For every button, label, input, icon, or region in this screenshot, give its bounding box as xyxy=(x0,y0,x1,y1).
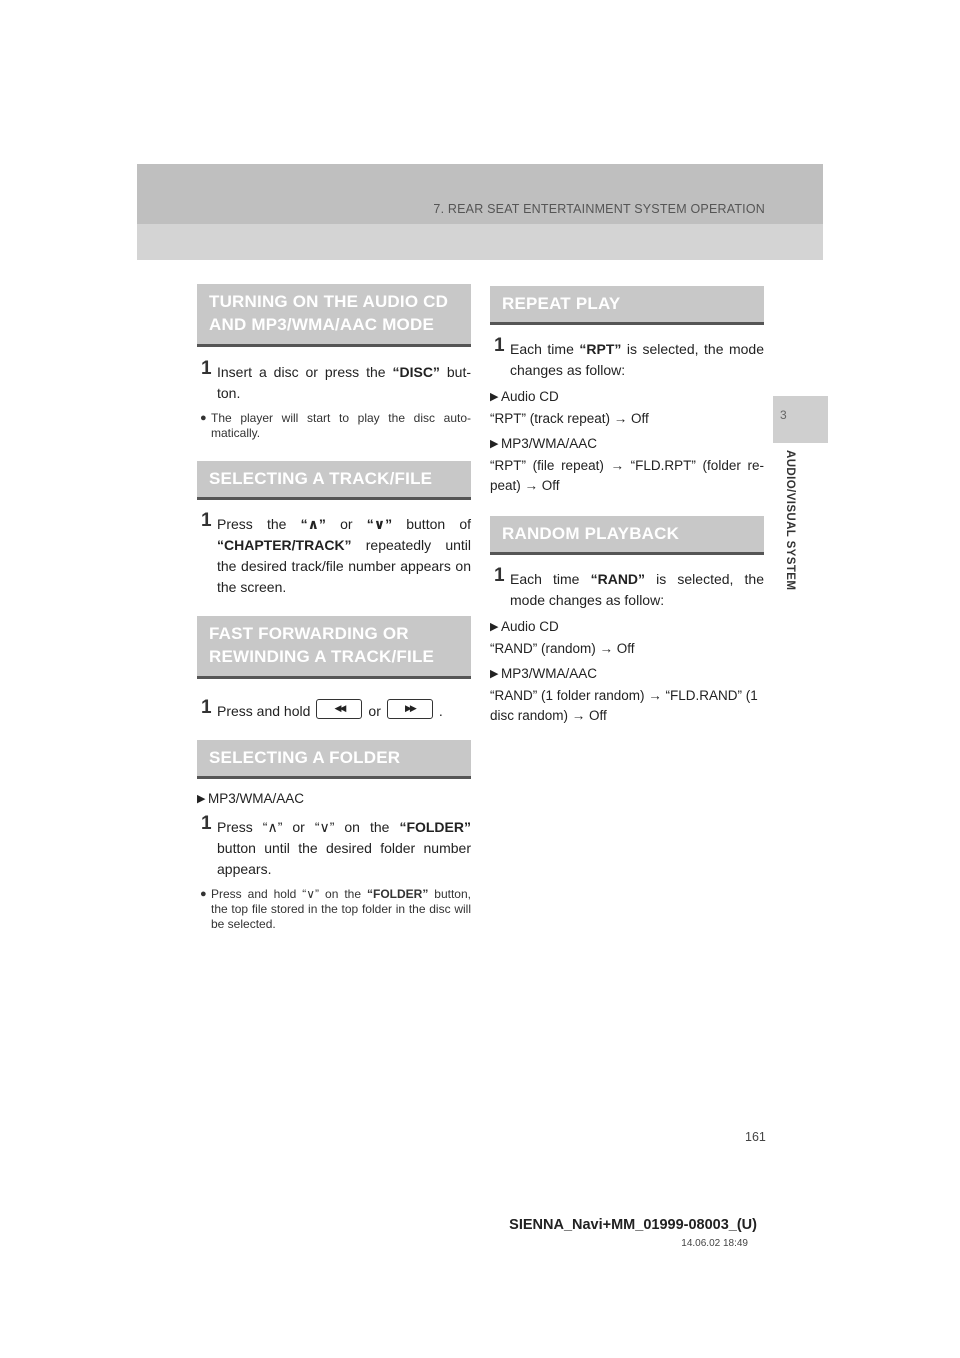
button-name: “CHAPTER/TRACK” xyxy=(217,537,352,553)
heading-line: SELECTING A TRACK/FILE xyxy=(209,469,433,488)
button-name: “∧” xyxy=(300,516,326,532)
sub-text: Audio CD xyxy=(501,389,559,404)
heading-line: REPEAT PLAY xyxy=(502,294,621,313)
rewind-icon: ◀◀ xyxy=(334,703,345,714)
button-name: “RAND” xyxy=(590,571,646,587)
sub-text: MP3/WMA/AAC xyxy=(501,666,598,681)
heading-line: TURNING ON THE AUDIO CD xyxy=(209,292,449,311)
heading-line: RANDOM PLAYBACK xyxy=(502,524,680,543)
triangle-bullet-icon: ▶ xyxy=(490,621,499,633)
section-heading-repeat-play xyxy=(490,286,764,325)
step-text: Each time xyxy=(510,341,580,357)
step-text: is selected, the mode changes as follow: xyxy=(510,341,765,378)
sub-text: MP3/WMA/AAC xyxy=(501,436,598,451)
step-number: 1 xyxy=(201,510,212,531)
note-folder-hold xyxy=(197,887,471,932)
triangle-bullet-icon: ▶ xyxy=(490,668,499,680)
random-audio-cd-sequence: “RAND” (random) → Off xyxy=(490,641,635,656)
section-heading-turning-on xyxy=(197,284,471,347)
button-name: “∨” xyxy=(366,516,393,532)
step-text: is selected, the mode changes as follow: xyxy=(510,571,764,608)
heading-line: REWINDING A TRACK/FILE xyxy=(209,647,435,666)
step-number: 1 xyxy=(494,335,505,356)
sub-heading-audio-cd xyxy=(490,387,764,407)
document-id: SIENNA_Navi+MM_01999-08003_(U) xyxy=(509,1217,757,1233)
button-name: “DISC” xyxy=(392,364,440,380)
sub-heading-audio-cd xyxy=(490,617,764,637)
step-press-hold xyxy=(197,697,471,722)
step-number: 1 xyxy=(201,697,212,718)
step-text: Each time xyxy=(510,571,591,587)
step-text: Press “∧” or “∨” on the xyxy=(217,819,400,836)
rewind-button-icon xyxy=(316,699,362,719)
heading-line: SELECTING A FOLDER xyxy=(209,748,401,768)
page-number: 161 xyxy=(745,1130,766,1144)
fast-forward-icon: ▶▶ xyxy=(404,703,415,714)
heading-line: FAST FORWARDING OR xyxy=(209,624,409,643)
step-number: 1 xyxy=(201,358,212,379)
step-select-folder xyxy=(197,813,471,880)
step-text: button until the desired folder number appears. xyxy=(217,840,471,878)
step-text: but-ton. xyxy=(217,364,472,401)
sub-heading-mp3 xyxy=(490,434,764,454)
side-tab-number: 3 xyxy=(780,408,787,422)
step-text: . xyxy=(438,703,443,719)
step-text: or xyxy=(368,703,381,719)
chapter-title: 7. REAR SEAT ENTERTAINMENT SYSTEM OPERATION xyxy=(433,202,765,216)
section-heading-fast-forward xyxy=(197,616,471,679)
random-mp3-sequence: “RAND” (1 folder random) → “FLD.RAND” (1 disc random) → Off xyxy=(490,688,758,723)
step-text: Press the xyxy=(217,516,301,532)
triangle-bullet-icon: ▶ xyxy=(490,391,499,403)
sub-heading-mp3 xyxy=(197,789,471,809)
note-text: The player will start to play the disc auto-matically. xyxy=(211,411,471,440)
step-text: Insert a disc or press the xyxy=(217,364,393,380)
button-name: “RPT” xyxy=(579,341,622,357)
left-column xyxy=(197,284,471,932)
note-text: button, the top file stored in the top folder in the disc will be selected. xyxy=(211,887,471,932)
heading-line: AND MP3/WMA/AAC MODE xyxy=(209,315,434,334)
sub-heading-mp3 xyxy=(490,664,764,684)
note-auto-play xyxy=(197,411,471,441)
bullet-icon: ● xyxy=(200,412,207,424)
step-text: Press and hold xyxy=(217,703,311,719)
header-band xyxy=(137,164,823,260)
sub-text: Audio CD xyxy=(501,619,559,634)
bullet-icon: ● xyxy=(200,888,207,901)
section-heading-selecting-folder xyxy=(197,740,471,779)
sub-text: MP3/WMA/AAC xyxy=(208,791,305,807)
fast-forward-button-icon xyxy=(387,699,433,719)
button-name: “FOLDER” xyxy=(366,887,429,902)
print-timestamp: 14.06.02 18:49 xyxy=(681,1238,748,1249)
repeat-mp3-sequence: “RPT” (file repeat) → “FLD.RPT” (folder re-peat) → Off xyxy=(490,458,764,493)
step-select-track xyxy=(197,510,471,598)
button-name: “FOLDER” xyxy=(399,819,471,836)
section-heading-selecting-track xyxy=(197,461,471,500)
repeat-audio-cd-sequence: “RPT” (track repeat) → Off xyxy=(490,411,649,426)
step-number: 1 xyxy=(494,565,505,586)
step-text: or xyxy=(325,516,367,532)
triangle-bullet-icon: ▶ xyxy=(197,793,206,806)
step-text: button of xyxy=(392,516,471,532)
side-tab-label: AUDIO/VISUAL SYSTEM xyxy=(784,450,796,591)
step-random xyxy=(490,565,764,611)
triangle-bullet-icon: ▶ xyxy=(490,438,499,450)
step-repeat xyxy=(490,335,765,381)
step-insert-disc xyxy=(197,358,472,404)
step-text: repeatedly until the desired track/file number appears on the screen. xyxy=(217,537,471,595)
step-number: 1 xyxy=(201,813,212,835)
right-column xyxy=(490,286,764,726)
note-text: Press and hold “∨” on the xyxy=(211,887,367,902)
section-heading-random-playback xyxy=(490,516,764,555)
